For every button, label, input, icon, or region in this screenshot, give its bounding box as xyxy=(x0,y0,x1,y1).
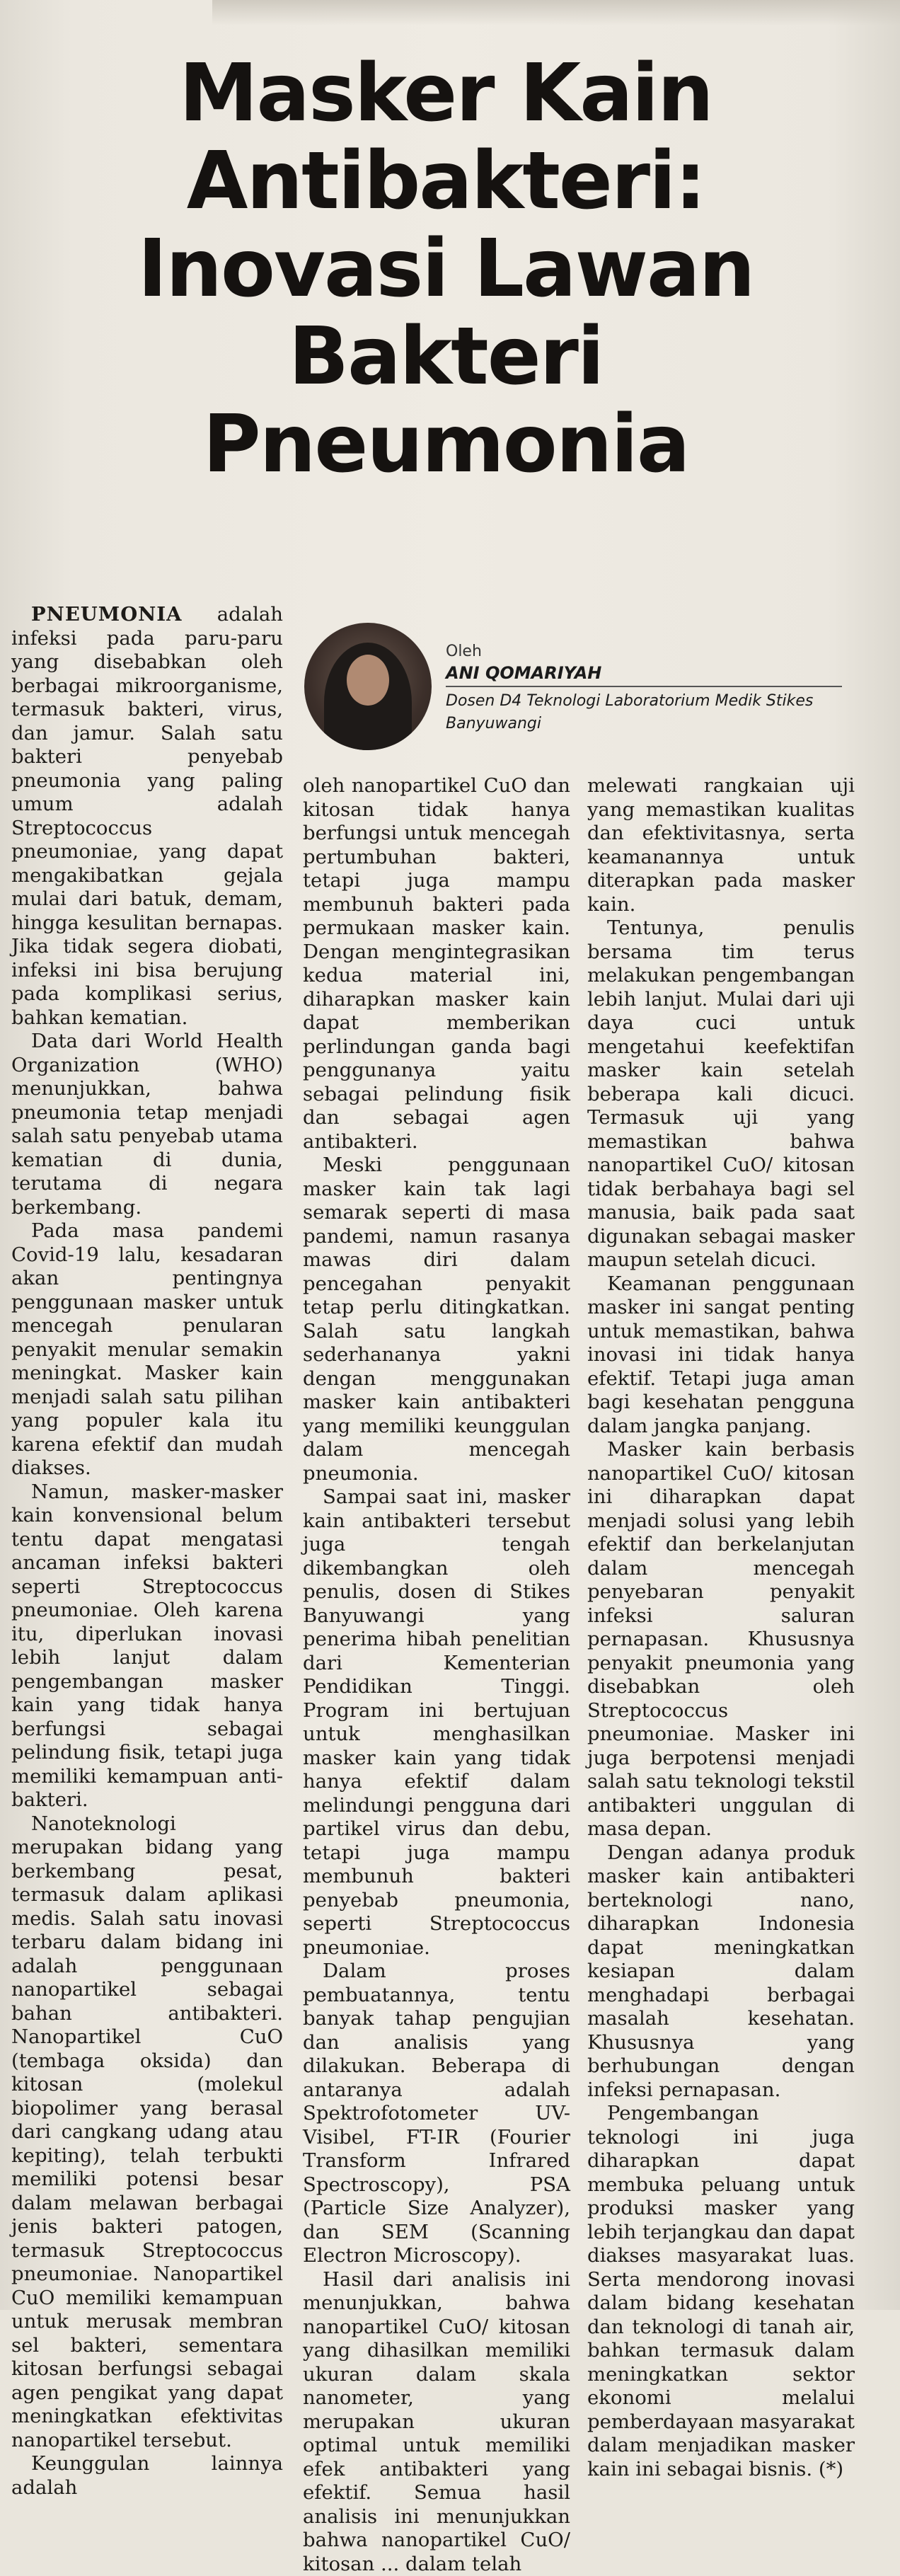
paragraph: melewati rangkaian uji yang memastikan kualitas dan efektivitasnya, serta keamanannya untuk diterapkan pada masker kain. xyxy=(587,774,855,916)
paragraph: Pada masa pandemi Covid-19 lalu, kesadaran akan pentingnya penggunaan masker untuk mencegah penularan penyakit menular semakin meningkat. Masker kain menjadi salah satu pilihan yang populer kala itu karena efektif dan mudah diakses. xyxy=(11,1219,283,1480)
paragraph: Data dari World Health Organization (WHO) menunjukkan, bahwa pneumonia tetap menjadi salah satu penyebab utama kematian di dunia, terutama di negara berkembang. xyxy=(11,1030,283,1219)
paragraph: Masker kain berbasis nanopartikel CuO/ kitosan ini diharapkan dapat menjadi solusi yang lebih efektif dan berkelanjutan dalam mencegah penyebaran penyakit infeksi saluran pernapasan. Khususnya penyakit pneumonia yang disebabkan oleh Streptococcus pneumoniae. Masker ini juga berpotensi menjadi salah satu teknologi tekstil antibakteri unggulan di masa depan. xyxy=(587,1438,855,1841)
author-meta xyxy=(446,643,842,735)
paragraph xyxy=(11,603,283,1030)
article-column-2 xyxy=(303,774,570,2576)
article-column-1 xyxy=(11,603,283,2500)
headline-line-4: Bakteri xyxy=(28,313,863,401)
article-headline xyxy=(28,50,863,488)
headline-line-1: Masker Kain xyxy=(28,50,863,137)
headline-line-3: Inovasi Lawan xyxy=(28,225,863,313)
paragraph: Hasil dari analisis ini menunjukkan, bahwa nanopartikel CuO/ kitosan yang dihasilkan memiliki ukuran dalam skala nanometer, yang merupakan ukuran optimal untuk memiliki efek antibakteri yang efektif. Semua hasil analisis ini menunjukkan bahwa nanopartikel CuO/ kitosan ... dalam telah xyxy=(303,2268,570,2576)
author-photo xyxy=(304,623,432,750)
paragraph: Dalam proses pembuatannya, tentu banyak tahap pengujian dan analisis yang dilakukan. Beberapa di antaranya adalah Spektrofotometer UV-Visibel, FT-IR (Fourier Transform Infrared Spectroscopy), PSA (Particle Size Analyzer), dan SEM (Scanning Electron Microscopy). xyxy=(303,1960,570,2268)
paragraph: Dengan adanya produk masker kain antibakteri berteknologi nano, diharapkan Indonesia dapat meningkatkan kesiapan dalam menghadapi berbagai masalah kesehatan. Khususnya yang berhubungan dengan infeksi pernapasan. xyxy=(587,1841,855,2103)
paragraph: Keamanan penggunaan masker ini sangat penting untuk memastikan, bahwa inovasi ini tidak hanya efektif. Tetapi juga aman bagi kesehatan pengguna dalam jangka panjang. xyxy=(587,1272,855,1439)
paragraph: oleh nanopartikel CuO dan kitosan tidak hanya berfungsi untuk mencegah pertumbuhan bakteri, tetapi juga mampu membunuh bakteri pada permukaan masker kain. Dengan mengintegrasikan kedua material ini, diharapkan masker kain dapat memberikan perlindungan ganda bagi penggunanya yaitu sebagai pelindung fisik dan sebagai agen antibakteri. xyxy=(303,774,570,1154)
author-byline xyxy=(304,623,856,736)
paragraph: Pengembangan teknologi ini juga diharapkan dapat membuka peluang untuk produksi masker yang lebih terjangkau dan dapat diakses masyarakat luas. Serta mendorong inovasi dalam bidang kesehatan dan teknologi di tanah air, bahkan termasuk dalam meningkatkan sektor ekonomi melalui pemberdayaan masyarakat dalam menjadikan masker kain ini sebagai bisnis. (*) xyxy=(587,2102,855,2481)
byline-label: Oleh xyxy=(446,643,842,660)
paragraph-text: adalah infeksi pada paru-paru yang disebabkan oleh berbagai mikroorganisme, termasuk bakteri, virus, dan jamur. Salah satu bakteri penyebab pneumonia yang paling umum adalah Streptococcus pneumoniae, yang dapat mengakibatkan gejala mulai dari batuk, demam, hingga kesulitan bernapas. Jika tidak segera diobati, infeksi ini bisa berujung pada komplikasi serius, bahkan kematian. xyxy=(11,603,283,1029)
page-top-shadow xyxy=(212,0,900,25)
headline-line-2: Antibakteri: xyxy=(28,137,863,225)
paragraph: Sampai saat ini, masker kain antibakteri tersebut juga tengah dikembangkan oleh penulis, dosen di Stikes Banyuwangi yang penerima hibah penelitian dari Kementerian Pendidikan Tinggi. Program ini bertujuan untuk menghasilkan masker kain yang tidak hanya efektif dalam melindungi pengguna dari partikel virus dan debu, tetapi juga mampu membunuh bakteri penyebab pneumonia, seperti Streptococcus pneumoniae. xyxy=(303,1485,570,1960)
author-role: Dosen D4 Teknologi Laboratorium Medik Stikes Banyuwangi xyxy=(446,690,842,735)
paragraph: Tentunya, penulis bersama tim terus melakukan pengembangan lebih lanjut. Mulai dari uji daya cuci untuk mengetahui keefektifan masker kain setelah beberapa kali dicuci. Termasuk uji yang memastikan bahwa nanopartikel CuO/ kitosan tidak berbahaya bagi sel manusia, baik pada saat digunakan sebagai masker maupun setelah dicuci. xyxy=(587,916,855,1272)
author-photo-face xyxy=(347,655,389,706)
lead-word: PNEUMONIA xyxy=(31,603,183,626)
paragraph: Namun, masker-masker kain konvensional belum tentu dapat mengatasi ancaman infeksi bakteri seperti Streptococcus pneumoniae. Oleh karena itu, diperlukan inovasi lebih lanjut dalam pengembangan masker kain yang tidak hanya berfungsi sebagai pelindung fisik, tetapi juga memiliki kemampuan anti-bakteri. xyxy=(11,1480,283,1812)
article-column-3 xyxy=(587,774,855,2481)
paragraph: Nanoteknologi merupakan bidang yang berkembang pesat, termasuk dalam aplikasi medis. Salah satu inovasi terbaru dalam bidang ini adalah penggunaan nanopartikel sebagai bahan antibakteri. Nanopartikel CuO (tembaga oksida) dan kitosan (molekul biopolimer yang berasal dari cangkang udang atau kepiting), telah terbukti memiliki potensi besar dalam melawan berbagai jenis bakteri patogen, termasuk Streptococcus pneumoniae. Nanopartikel CuO memiliki kemampuan untuk merusak membran sel bakteri, sementara kitosan berfungsi sebagai agen pengikat yang dapat meningkatkan efektivitas nanopartikel tersebut. xyxy=(11,1812,283,2453)
author-name: ANI QOMARIYAH xyxy=(446,663,842,687)
paragraph: Keunggulan lainnya adalah xyxy=(11,2452,283,2500)
headline-line-5: Pneumonia xyxy=(28,401,863,488)
paragraph: Meski penggunaan masker kain tak lagi semarak seperti di masa pandemi, namun rasanya mawas diri dalam pencegahan penyakit tetap perlu ditingkatkan. Salah satu langkah sederhananya yakni dengan menggunakan masker kain antibakteri yang memiliki keunggulan dalam mencegah pneumonia. xyxy=(303,1154,570,1485)
